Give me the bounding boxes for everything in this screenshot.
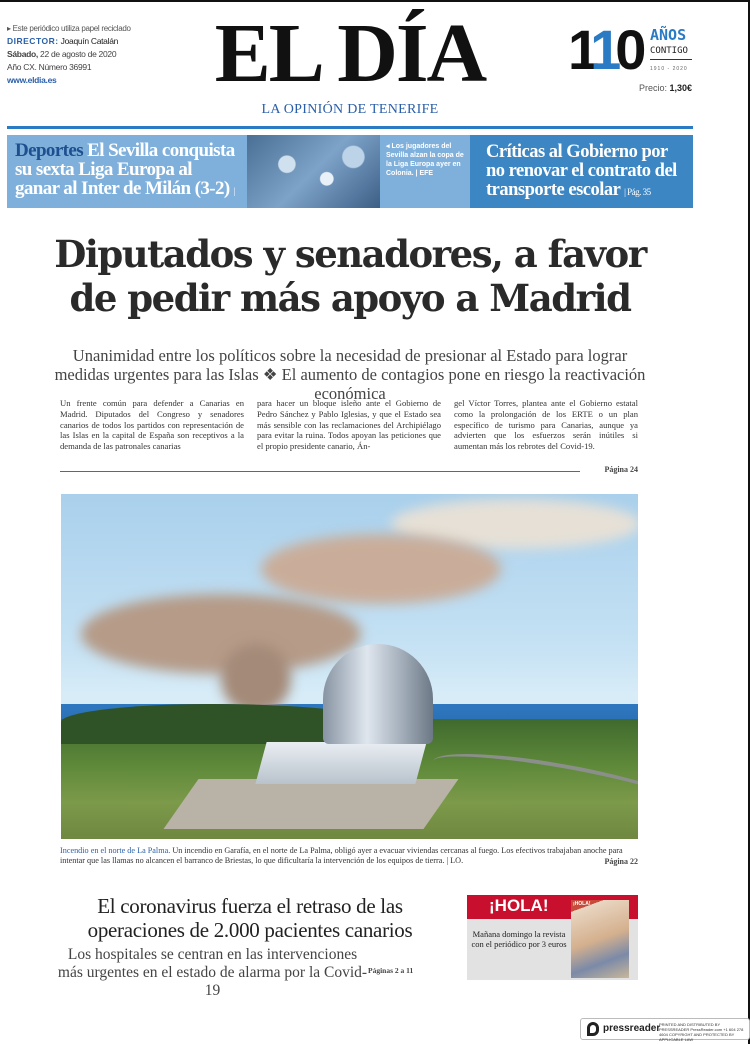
newspaper-logo: EL DÍA — [214, 7, 486, 100]
sports-teaser-title: El Sevilla conquista su sexta Liga Europa al ganar al Inter de Milán (3-2) — [15, 140, 235, 199]
hola-text: Mañana domingo la revista con el periódico por 3 euros — [471, 929, 567, 949]
masthead-rule — [7, 126, 693, 129]
hola-cover-image — [571, 900, 629, 978]
hola-cover-logo: ¡HOLA! — [573, 901, 591, 907]
section-label: Deportes — [15, 140, 84, 161]
smoke-plume — [261, 534, 501, 604]
sevilla-photo-caption: ◂ Los jugadores del Sevilla alzan la copa de la Liga Europa ayer en Colonia. | EFE — [380, 135, 470, 208]
recycle-text: Este periódico utiliza papel reciclado — [12, 24, 131, 33]
sports-teaser-page: | Pág. 47 — [15, 186, 235, 218]
hola-promo[interactable] — [467, 895, 638, 980]
anniversary-number: 110 — [568, 18, 641, 81]
lead-headline: Diputados y senadores, a favor de pedir más apoyo a Madrid — [54, 232, 646, 320]
secondary-deck: Los hospitales se centran en las intervenciones más urgentes en el estado de alarma por la Covid-19 — [57, 946, 368, 999]
pressreader-label: pressreader — [603, 1023, 661, 1034]
anniversary-range: 1910 - 2020 — [650, 66, 688, 72]
price-label: Precio: — [638, 83, 667, 93]
lead-body — [60, 398, 638, 452]
hola-logo: ¡HOLA! — [489, 896, 549, 915]
divider — [60, 471, 580, 472]
fire-telescope-photo — [61, 494, 638, 839]
sports-teaser[interactable] — [7, 135, 247, 218]
website-link[interactable]: www.eldia.es — [7, 75, 57, 85]
caption-title: Incendio en el norte de La Palma. — [60, 846, 171, 855]
pressreader-fine-print: PRINTED AND DISTRIBUTED BY PRESSREADER PressReader.com +1 604 278 4604 COPYRIGHT AND PROTECTED BY APPLICABLE LAW — [659, 1022, 744, 1042]
lead-column: para hacer un bloque isleño ante el Gobierno de Pedro Sánchez y Pablo Iglesias, y que el Estado sea más sensible con las reclamaciones del Archipiélago para evitar la ruina. Todos apoyan las peticiones que el propio presidente canario, Án- — [257, 398, 441, 452]
transport-teaser[interactable] — [470, 135, 693, 208]
anniversary-badge — [568, 18, 693, 82]
tagline: LA OPINIÓN DE TENERIFE — [261, 102, 439, 117]
price — [600, 83, 692, 93]
transport-teaser-title: Críticas al Gobierno por no renovar el contrato del transporte escolar — [486, 142, 677, 200]
anniversary-anos: AÑOS — [650, 26, 687, 44]
lead-column: gel Víctor Torres, plantea ante el Gobierno estatal como la prolongación de los ERTE o un plan específico de turismo para Canarias, aunque ya advierten que los esfuerzos serán inútiles si aumentan más los rebrotes del Covid-19. — [454, 398, 638, 452]
secondary-headline: El coronavirus fuerza el retraso de las operaciones de 2.000 pacientes canarios — [87, 894, 413, 942]
secondary-page-ref: Páginas 2 a 11 — [368, 966, 414, 975]
anniversary-digit: 1 — [590, 18, 616, 81]
lead-page-ref: Página 24 — [604, 465, 638, 474]
telescope-building — [255, 742, 426, 784]
photo-page-ref: Página 22 — [604, 857, 638, 866]
smoke-plume — [81, 594, 361, 674]
concrete-pad — [163, 779, 458, 829]
pressreader-badge[interactable] — [580, 1018, 750, 1040]
masthead-meta — [7, 22, 131, 87]
sevilla-photo — [247, 135, 380, 208]
transport-teaser-page: | Pág. 35 — [624, 187, 651, 197]
recycle-note: ▸ Este periódico utiliza papel reciclado — [7, 24, 131, 33]
caption-text: Un incendio en Garafía, en el norte de La Palma, obligó ayer a evacuar viviendas cercanas al fuego. Los efectivos trabajaban anoche para intentar que las llamas no alcancen el barranco de Briestas, lo que dificultaría la intervención de los equipos de tierra. | LO. — [60, 846, 623, 865]
pressreader-icon — [587, 1022, 599, 1036]
lead-deck: Unanimidad entre los políticos sobre la necesidad de presionar al Estado para lograr medidas urgentes para las Islas ❖ El aumento de contagios pone en riesgo la reactivación económica — [54, 346, 646, 403]
issue-number: Año CX. Número 36991 — [7, 62, 92, 72]
date: 22 de agosto de 2020 — [40, 49, 117, 59]
lead-column: Un frente común para defender a Canarias en Madrid. Diputados del Congreso y senadores canarios de todos los partidos con representación de las Islas en la capital de España son receptivos a la demanda de las patronales canarias — [60, 398, 244, 452]
anniversary-contigo: CONTIGO — [650, 46, 692, 60]
director-label: DIRECTOR: — [7, 36, 59, 46]
price-value: 1,30€ — [669, 83, 692, 93]
photo-caption — [60, 846, 640, 866]
director-name: Joaquín Catalán — [60, 36, 119, 46]
telescope-dome — [323, 644, 433, 744]
date-day: Sábado, — [7, 49, 38, 59]
